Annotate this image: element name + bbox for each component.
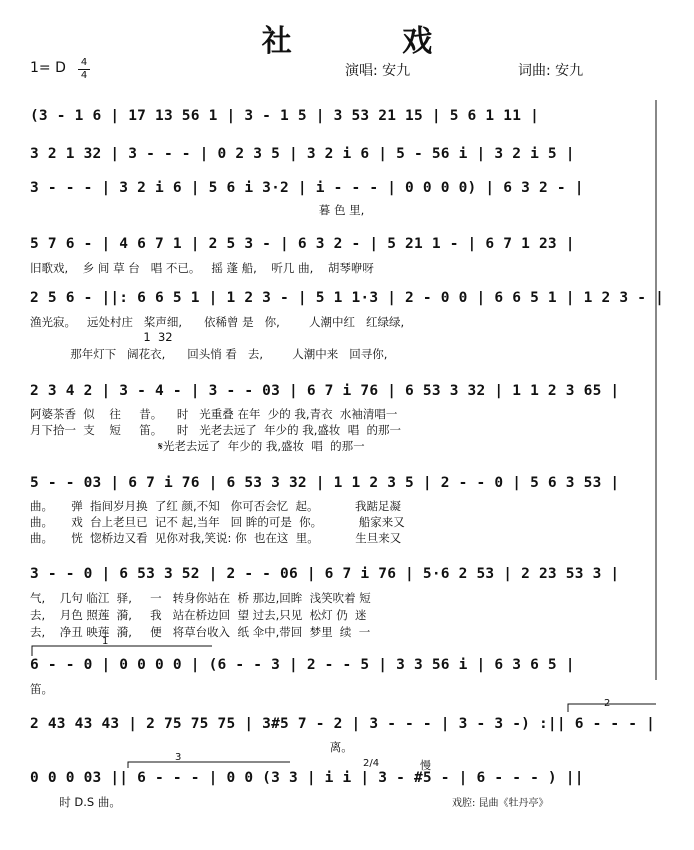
notation-line-10: 2 43 43 43 | 2 75 75 75 | 3#5 7 - 2 | 3 - - - | 3 - 3 -) :|| 6 - - - | bbox=[30, 716, 656, 732]
lyric-line-7-3: 曲。 恍 惚桥边又看 见你对我,笑说: 你 也在这 里。 生旦来又 bbox=[30, 531, 402, 545]
triplet-label: 3 bbox=[175, 752, 182, 763]
lyric-line-6-3: 𝄋光老去远了 年少的 我,盛妆 唱 的那一 bbox=[30, 439, 365, 453]
lyric-line-5-3: 那年灯下 阔花衣, 回头悄 看 去, 人潮中来 回寻你, bbox=[30, 347, 388, 361]
lyric-line-8-2: 去, 月色 照莲 漪, 我 站在桥边回 望 过去,只见 松灯 仍 迷 bbox=[30, 608, 367, 622]
volta-2-bracket bbox=[568, 704, 656, 712]
volta-1-bracket bbox=[32, 646, 212, 656]
triplet-bracket bbox=[128, 762, 290, 768]
key-signature: 1= D bbox=[30, 60, 66, 76]
notation-line-7: 5 - - 03 | 6 7 i 76 | 6 53 3 32 | 1 1 2 3 5 | 2 - - 0 | 5 6 3 53 | bbox=[30, 475, 620, 491]
lyric-line-7-2: 曲。 戏 台上老旦已 记不 起,当年 回 眸的可是 你。 船家来又 bbox=[30, 515, 405, 529]
lyric-line-5-2: 1 32 bbox=[30, 330, 173, 344]
lyric-line-7-1: 曲。 弹 指间岁月换 了红 颜,不知 你可否会忆 起。 我踮足凝 bbox=[30, 499, 402, 513]
notation-line-8: 3 - - 0 | 6 53 3 52 | 2 - - 06 | 6 7 i 76 | 5·6 2 53 | 2 23 53 3 | bbox=[30, 566, 620, 582]
volta-2-label: 2 bbox=[604, 698, 611, 709]
lyric-line-8-3: 去, 净丑 映莲 漪, 便 将草台收入 纸 伞中,带回 梦里 续 一 bbox=[30, 625, 371, 639]
notation-line-3: 3 - - - | 3 2 i 6 | 5 6 i 3·2 | i - - - | 0 0 0 0) | 6 3 2 - | bbox=[30, 180, 584, 196]
volta-1-label: 1 bbox=[102, 636, 109, 647]
lyric-line-9-1: 笛。 bbox=[30, 682, 53, 696]
notation-line-11: 0 0 0 03 || 6 - - - | 0 0 (3 3 | i i | 3 - #5 - | 6 - - - ) || bbox=[30, 770, 584, 786]
lyric-line-6-1: 阿婆茶香 似 往 昔。 时 光重叠 在年 少的 我,青衣 水袖清唱一 bbox=[30, 407, 398, 421]
lyric-line-6-2: 月下拾一 支 短 笛。 时 光老去远了 年少的 我,盛妆 唱 的那一 bbox=[30, 423, 402, 437]
meter-change-label: 2/4 bbox=[363, 758, 380, 769]
time-signature bbox=[78, 58, 90, 81]
lyric-line-3-1: 暮 色 里, bbox=[30, 203, 365, 217]
lyric-line-5-1: 渔光寂。 远处村庄 桨声细, 依稀曾 是 你, 人潮中红 红绿绿, bbox=[30, 315, 405, 329]
lyric-line-10-1: 离。 bbox=[30, 740, 353, 754]
notation-line-5: 2 5 6 - ||: 6 6 5 1 | 1 2 3 - | 5 1 1·3 | 2 - 0 0 | 6 6 5 1 | 1 2 3 - | bbox=[30, 290, 665, 306]
tempo-marking: 慢 bbox=[420, 759, 431, 772]
song-title: 社 戏 bbox=[261, 24, 483, 59]
composer-credit: 词曲: 安九 bbox=[518, 63, 584, 79]
footer-note: 戏腔: 昆曲《牡丹亭》 bbox=[452, 798, 549, 809]
notation-line-6: 2 3 4 2 | 3 - 4 - | 3 - - 03 | 6 7 i 76 | 6 53 3 32 | 1 1 2 3 65 | bbox=[30, 383, 620, 399]
notation-line-1: (3 - 1 6 | 17 13 56 1 | 3 - 1 5 | 3 53 21 15 | 5 6 1 11 | bbox=[30, 108, 539, 124]
notation-line-9: 6 - - 0 | 0 0 0 0 | (6 - - 3 | 2 - - 5 | 3 3 56 i | 6 3 6 5 | bbox=[30, 657, 575, 673]
notation-line-4: 5 7 6 - | 4 6 7 1 | 2 5 3 - | 6 3 2 - | 5 21 1 - | 6 7 1 23 | bbox=[30, 236, 575, 252]
lyric-line-11-1: 时 D.S 曲。 bbox=[30, 795, 121, 809]
lyric-line-4-1: 旧歌戏, 乡 间 草 台 唱 不已。 摇 蓬 船, 听几 曲, 胡琴咿呀 bbox=[30, 261, 374, 275]
notation-line-2: 3 2 1 32 | 3 - - - | 0 2 3 5 | 3 2 i 6 | 5 - 56 i | 3 2 i 5 | bbox=[30, 146, 575, 162]
lyric-line-8-1: 气, 几句 临江 驿, 一 转身你站在 桥 那边,回眸 浅笑吹着 短 bbox=[30, 591, 371, 605]
singer-credit: 演唱: 安九 bbox=[345, 63, 411, 79]
time-signature-bottom: 4 bbox=[80, 70, 88, 81]
time-signature-top: 4 bbox=[80, 57, 88, 68]
